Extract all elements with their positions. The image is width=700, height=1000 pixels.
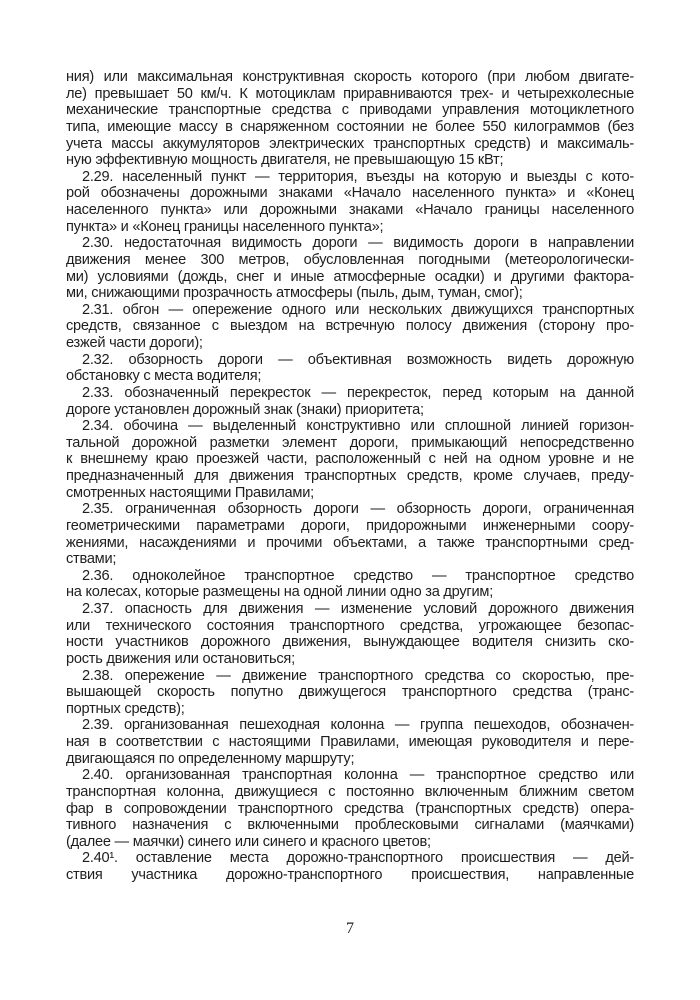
text-line: фар в сопровождении транспортного средства (транспортных средств) опера-: [66, 800, 634, 817]
text-line: жениями, насаждениями и прочими объектами, а также транспортными сред-: [66, 534, 634, 551]
text-line: пункта» и «Конец границы населенного пункта»;: [66, 218, 384, 235]
text-line: ния) или максимальная конструктивная скорость которого (при любом двигате-: [66, 69, 634, 85]
paragraph: [66, 767, 634, 850]
paragraph: [66, 418, 634, 501]
text-line: 2.31. обгон — опережение одного или нескольких движущихся транспортных: [82, 301, 634, 318]
text-line: механические транспортные средства с приводами управления мотоциклетного: [66, 102, 634, 119]
document-page-body: [66, 69, 634, 884]
text-line: ности участников дорожного движения, вынуждающее водителя снизить ско-: [66, 634, 634, 651]
text-line: 2.38. опережение — движение транспортного средства со скоростью, пре-: [82, 667, 634, 684]
text-line: 2.29. населенный пункт — территория, въезды на которую и выезды с кото-: [82, 168, 634, 185]
text-line: двигающаяся по определенному маршруту;: [66, 750, 355, 767]
paragraph: [66, 850, 634, 883]
text-line: 2.36. одноколейное транспортное средство — транспортное средство: [82, 567, 634, 584]
paragraph: [66, 169, 634, 236]
text-line: типа, имеющие массу в снаряженном состоянии не более 550 килограммов (без: [66, 118, 634, 135]
text-line: смотренных настоящими Правилами;: [66, 484, 314, 501]
text-line: 2.35. ограниченная обзорность дороги — обзорность дороги, ограниченная: [82, 501, 634, 518]
text-line: 2.30. недостаточная видимость дороги — видимость дороги в направлении: [82, 235, 634, 252]
text-line: рость движения или остановиться;: [66, 650, 295, 667]
text-line: ную эффективную мощность двигателя, не превышающую 15 кВт;: [66, 152, 504, 169]
text-line: тивного назначения с включенными проблесковыми сигналами (маячками): [66, 817, 634, 834]
paragraph: [66, 601, 634, 668]
paragraph: [66, 235, 634, 302]
paragraph: [66, 69, 634, 169]
text-line: движения менее 300 метров, обусловленная погодными (метеорологически-: [66, 251, 634, 268]
text-line: 2.34. обочина — выделенный конструктивно или сплошной линией горизон-: [82, 418, 634, 435]
text-line: 2.40¹. оставление места дорожно-транспортного происшествия — дей-: [82, 850, 634, 867]
paragraph: [66, 668, 634, 718]
text-line: 2.39. организованная пешеходная колонна — группа пешеходов, обозначен-: [82, 717, 634, 734]
paragraph: [66, 501, 634, 568]
paragraph: [66, 717, 634, 767]
text-line: 2.33. обозначенный перекресток — перекресток, перед которым на данной: [82, 384, 634, 401]
text-line: ми, снижающими прозрачность атмосферы (пыль, дым, туман, смог);: [66, 285, 523, 302]
text-line: ле) превышает 50 км/ч. К мотоциклам приравниваются трех- и четырехколесные: [66, 85, 634, 102]
text-line: дороге установлен дорожный знак (знаки) приоритета;: [66, 401, 424, 418]
paragraph: [66, 302, 634, 352]
text-line: вышающей скорость попутно движущегося транспортного средства (транс-: [66, 684, 634, 701]
paragraph: [66, 385, 634, 418]
text-line: геометрическими параметрами дороги, придорожными инженерными соору-: [66, 517, 634, 534]
text-line: обстановку с места водителя;: [66, 368, 262, 385]
text-line: населенного пункта» или дорожными знаками «Начало границы населенного: [66, 202, 634, 218]
text-line: к внешнему краю проезжей части, расположенный с ней на одном уровне и не: [66, 451, 634, 468]
text-line: рой обозначены дорожными знаками «Начало населенного пункта» и «Конец: [66, 185, 634, 202]
text-line: или технического состояния транспортного средства, угрожающее безопас-: [66, 617, 634, 634]
page-number: 7: [346, 920, 354, 937]
text-line: езжей части дороги);: [66, 335, 203, 351]
text-line: 2.32. обзорность дороги — объективная возможность видеть дорожную: [82, 351, 634, 368]
text-line: ми) условиями (дождь, снег и иные атмосферные осадки) и другими фактора-: [66, 268, 634, 285]
text-line: ная в соответствии с настоящими Правилами, имеющая руководителя и пере-: [66, 734, 634, 750]
paragraph: [66, 568, 634, 601]
paragraph: [66, 352, 634, 385]
text-line: ствами;: [66, 551, 117, 568]
text-line: учета массы аккумуляторов электрических транспортных средств) и максималь-: [66, 135, 634, 152]
text-line: (далее — маячки) синего или синего и красного цветов;: [66, 833, 431, 850]
text-line: ствия участника дорожно-транспортного происшествия, направленные: [66, 867, 634, 883]
text-line: транспортная колонна, движущиеся с постоянно включенным ближним светом: [66, 783, 634, 800]
text-line: 2.40. организованная транспортная колонна — транспортное средство или: [82, 767, 634, 784]
text-line: предназначенный для движения транспортных средств, кроме случаев, преду-: [66, 468, 634, 484]
text-line: портных средств);: [66, 700, 185, 717]
text-line: на колесах, которые размещены на одной линии одно за другим;: [66, 584, 493, 601]
text-line: тальной дорожной разметки элемент дороги, примыкающий непосредственно: [66, 434, 634, 451]
text-line: средств, связанное с выездом на встречную полосу движения (сторону про-: [66, 318, 634, 335]
text-line: 2.37. опасность для движения — изменение условий дорожного движения: [82, 601, 634, 617]
